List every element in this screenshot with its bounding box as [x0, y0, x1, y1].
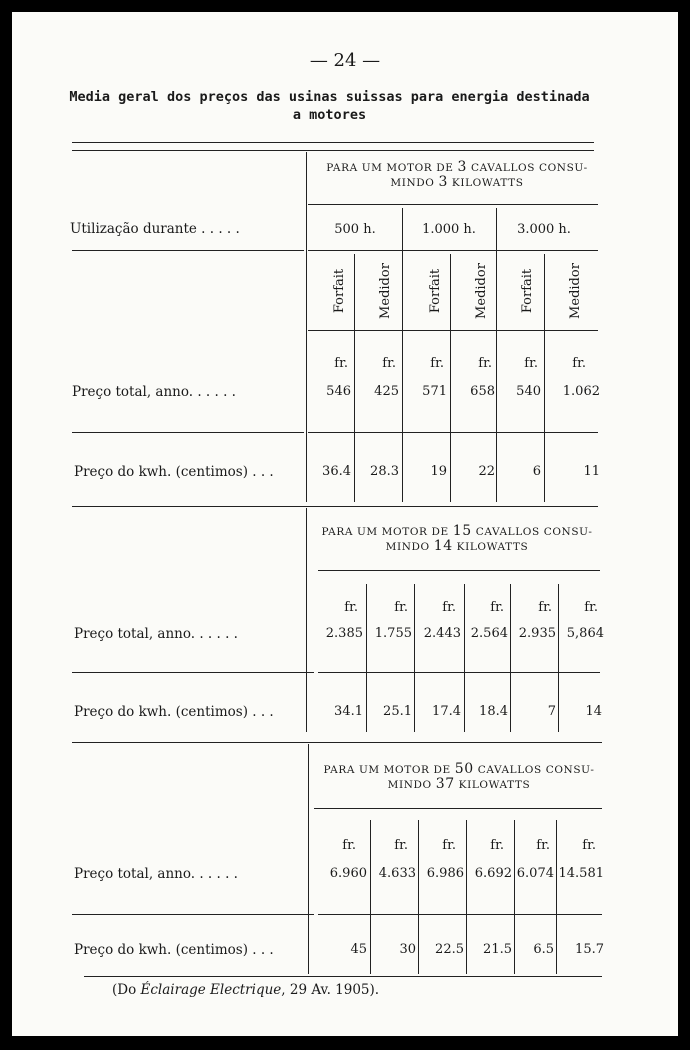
s3-kwh-4: 21.5	[483, 942, 512, 957]
section1-caption-num2: 3	[438, 174, 448, 190]
section2-caption-rule	[318, 570, 600, 571]
section3-caption-pre: PARA UM MOTOR DE	[323, 764, 455, 776]
s3-total-4: 6.692	[474, 866, 512, 881]
unit: fr.	[394, 600, 408, 615]
page-number: — 24 —	[309, 50, 381, 71]
footnote-journal: Éclairage Electrique	[140, 982, 282, 998]
unit: fr.	[382, 356, 396, 371]
s2-total-2: 1.755	[374, 626, 412, 641]
section1-caption-mid: CAVALLOS CONSU-	[467, 162, 588, 174]
s2-total-5: 2.935	[518, 626, 556, 641]
utilizacao-rule	[72, 250, 304, 251]
subcol-divider	[414, 584, 415, 732]
subcol-forfait-1: Forfait	[332, 268, 347, 314]
s1-total-1: 546	[326, 384, 351, 399]
row-rule	[318, 672, 600, 673]
unit: fr.	[490, 600, 504, 615]
table-bottom-rule	[84, 976, 602, 977]
unit: fr.	[524, 356, 538, 371]
row-label-preco-kwh-2: Preço do kwh. (centimos) . . .	[74, 704, 274, 720]
period-1000: 1.000 h.	[422, 222, 476, 237]
subcol-medidor-2: Medidor	[474, 263, 489, 319]
row-label-preco-total-2: Preço total, anno. . . . . .	[74, 626, 238, 642]
s3-total-1: 6.960	[329, 866, 367, 881]
section2-divider	[306, 508, 307, 732]
section3-caption	[314, 762, 604, 792]
section2-caption-pre: PARA UM MOTOR DE	[321, 526, 453, 538]
section3-caption-pre2: MINDO	[387, 779, 436, 791]
s1-kwh-1: 36.4	[322, 464, 351, 479]
s3-total-5: 6.074	[516, 866, 554, 881]
row-rule	[72, 914, 314, 915]
unit: fr.	[394, 838, 408, 853]
s1-kwh-6: 11	[583, 464, 600, 479]
footnote-pre: (Do	[112, 982, 141, 998]
subcol-divider	[450, 254, 451, 502]
unit: fr.	[430, 356, 444, 371]
s2-total-3: 2.443	[423, 626, 461, 641]
s2-kwh-5: 7	[547, 704, 556, 719]
section3-divider	[308, 744, 309, 974]
row-rule	[308, 432, 598, 433]
row-rule	[72, 672, 314, 673]
s3-kwh-6: 15.7	[575, 942, 604, 957]
period-rule	[308, 250, 598, 251]
s2-kwh-2: 25.1	[383, 704, 412, 719]
table-title: Media geral dos preços das usinas suissas para energia destinada a motores	[69, 89, 590, 123]
period-3000: 3.000 h.	[517, 222, 571, 237]
section1-caption-pre: PARA UM MOTOR DE	[326, 162, 458, 174]
section1-caption-rule	[308, 204, 598, 205]
unit: fr.	[536, 838, 550, 853]
s2-total-4: 2.564	[470, 626, 508, 641]
row-label-preco-kwh: Preço do kwh. (centimos) . . .	[74, 464, 274, 480]
subcol-medidor-3: Medidor	[568, 263, 583, 319]
section3-caption-post: KILOWATTS	[454, 779, 531, 791]
subcol-divider	[510, 584, 511, 732]
s2-kwh-4: 18.4	[479, 704, 508, 719]
period-divider-2	[496, 208, 497, 280]
s2-kwh-1: 34.1	[334, 704, 363, 719]
subcol-divider	[402, 280, 403, 502]
s2-total-6: 5,864	[566, 626, 604, 641]
section1-caption-num1: 3	[457, 159, 467, 175]
s1-kwh-3: 19	[430, 464, 447, 479]
s3-total-2: 4.633	[378, 866, 416, 881]
s2-kwh-3: 17.4	[432, 704, 461, 719]
s1-kwh-5: 6	[532, 464, 541, 479]
row-rule	[318, 914, 602, 915]
section3-caption-num2: 37	[435, 776, 455, 792]
section2-caption-num2: 14	[433, 538, 453, 554]
unit: fr.	[490, 838, 504, 853]
s3-kwh-2: 30	[399, 942, 416, 957]
s2-total-1: 2.385	[325, 626, 363, 641]
s3-total-3: 6.986	[426, 866, 464, 881]
unit: fr.	[342, 838, 356, 853]
section2-caption	[312, 524, 602, 554]
row-label-utilizacao: Utilização durante . . . . .	[70, 221, 240, 237]
unit: fr.	[442, 600, 456, 615]
row-rule	[72, 432, 304, 433]
unit: fr.	[344, 600, 358, 615]
section3-caption-mid: CAVALLOS CONSU-	[473, 764, 595, 776]
subcol-medidor-1: Medidor	[378, 263, 393, 319]
source-footnote	[112, 982, 379, 998]
subcol-forfait-2: Forfait	[428, 268, 443, 314]
section2-caption-post: KILOWATTS	[452, 541, 529, 553]
s1-total-5: 540	[516, 384, 541, 399]
section-rule	[72, 506, 598, 507]
subcol-divider	[354, 254, 355, 502]
unit: fr.	[572, 356, 586, 371]
subcol-rule	[308, 330, 598, 331]
s1-kwh-2: 28.3	[370, 464, 399, 479]
s1-total-2: 425	[374, 384, 399, 399]
unit: fr.	[442, 838, 456, 853]
s1-kwh-4: 22	[478, 464, 495, 479]
unit: fr.	[334, 356, 348, 371]
unit: fr.	[582, 838, 596, 853]
s3-kwh-3: 22.5	[435, 942, 464, 957]
row-label-preco-total: Preço total, anno. . . . . .	[72, 384, 236, 400]
section1-divider	[306, 152, 307, 502]
s1-total-3: 571	[422, 384, 447, 399]
subcol-divider	[496, 280, 497, 502]
section3-caption-rule	[314, 808, 602, 809]
s3-total-6: 14.581	[558, 866, 604, 881]
s3-kwh-1: 45	[350, 942, 367, 957]
s1-total-4: 658	[470, 384, 495, 399]
section2-caption-num1: 15	[452, 523, 472, 539]
s1-total-6: 1.062	[562, 384, 600, 399]
period-divider-1	[402, 208, 403, 280]
s3-kwh-5: 6.5	[533, 942, 554, 957]
unit: fr.	[478, 356, 492, 371]
footnote-post: , 29 Av. 1905).	[281, 982, 380, 998]
section3-caption-num1: 50	[454, 761, 474, 777]
rule-top	[72, 142, 594, 143]
section2-caption-mid: CAVALLOS CONSU-	[471, 526, 593, 538]
section1-caption-pre2: MINDO	[390, 177, 439, 189]
row-label-preco-kwh-3: Preço do kwh. (centimos) . . .	[74, 942, 274, 958]
row-label-preco-total-3: Preço total, anno. . . . . .	[74, 866, 238, 882]
subcol-divider	[366, 584, 367, 732]
section-rule	[72, 742, 602, 743]
section2-caption-pre2: MINDO	[385, 541, 434, 553]
section1-caption	[312, 160, 602, 190]
unit: fr.	[584, 600, 598, 615]
period-500: 500 h.	[334, 222, 376, 237]
section1-caption-post: KILOWATTS	[447, 177, 524, 189]
s2-kwh-6: 14	[585, 704, 602, 719]
document-page	[12, 12, 678, 1036]
rule-top-thin	[72, 150, 594, 151]
unit: fr.	[538, 600, 552, 615]
subcol-forfait-3: Forfait	[520, 268, 535, 314]
